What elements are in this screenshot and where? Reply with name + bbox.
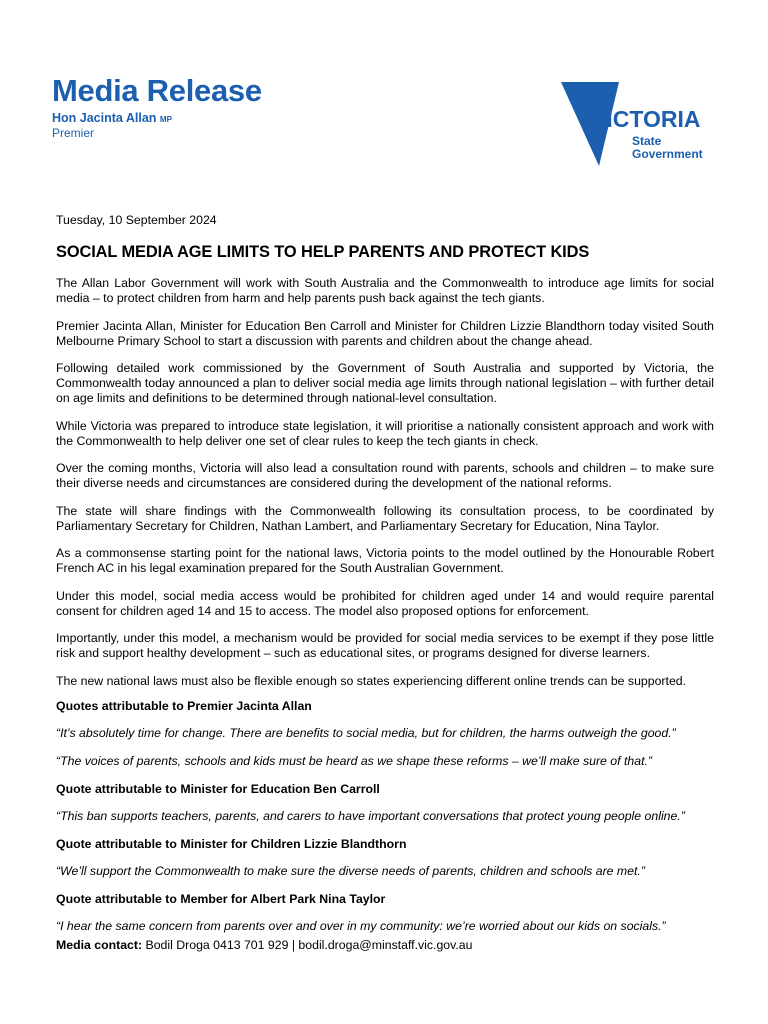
media-contact (56, 938, 714, 953)
quote-taylor: “I hear the same concern from parents over and over in my community: we’re worried about our kids on socials.” (56, 918, 666, 933)
minister-name (52, 111, 262, 127)
minister-name-text: Hon Jacinta Allan (52, 111, 157, 125)
paragraph: While Victoria was prepared to introduce state legislation, it will prioritise a nationally consistent approach and work with the Commonwealth to help deliver one set of clear rules to keep the tech giants in check. (56, 418, 714, 448)
release-body (56, 213, 714, 953)
paragraph: Importantly, under this model, a mechanism would be provided for social media services to be exempt if they pose little risk and support healthy development – such as educational sites, or programs designed for diverse learners. (56, 631, 714, 660)
media-release-title: Media Release (52, 73, 262, 108)
paragraph: Following detailed work commissioned by the Government of South Australia and supported by Victoria, the Commonwealth today announced a plan to deliver social media age limits through national legislation – with further detail on age limits and definitions to be determined through national-level consultation. (56, 361, 714, 405)
quote-heading-taylor: Quote attributable to Member for Albert Park Nina Taylor (56, 891, 386, 906)
quote-heading-allan: Quotes attributable to Premier Jacinta Allan (56, 698, 312, 713)
media-release-header (52, 74, 262, 140)
paragraph: The state will share findings with the Commonwealth following its consultation process, to be coordinated by Parliamentary Secretary for Children, Nathan Lambert, and Parliamentary Secretary for Education, Nina Taylor. (56, 503, 714, 533)
minister-name-suffix: MP (159, 115, 172, 124)
release-date: Tuesday, 10 September 2024 (56, 213, 217, 227)
logo-line2-text: Government (632, 147, 703, 161)
paragraph: The new national laws must also be flexible enough so states experiencing different online trends can be supported. (56, 673, 687, 688)
release-headline: SOCIAL MEDIA AGE LIMITS TO HELP PARENTS AND PROTECT KIDS (56, 243, 590, 261)
paragraph: Premier Jacinta Allan, Minister for Education Ben Carroll and Minister for Children Lizzie Blandthorn today visited South Melbourne Primary School to start a discussion with parents and children about the change ahead. (56, 318, 714, 348)
paragraph: The Allan Labor Government will work with South Australia and the Commonwealth to introduce age limits for social media – to protect children from harm and help parents push back against the tech giants. (56, 276, 714, 305)
paragraph: Under this model, social media access would be prohibited for children aged under 14 and would require parental consent for children aged 14 and 15 to access. The model also proposed options for enforcement. (56, 588, 714, 618)
minister-role: Premier (52, 126, 95, 140)
quote-carroll: “This ban supports teachers, parents, and carers to have important conversations that protect young people online.” (56, 808, 685, 823)
media-contact-value: Bodil Droga 0413 701 929 | bodil.droga@minstaff.vic.gov.au (145, 937, 473, 952)
quote-heading-carroll: Quote attributable to Minister for Education Ben Carroll (56, 781, 380, 796)
paragraph: Over the coming months, Victoria will also lead a consultation round with parents, schools and children – to make sure their diverse needs and circumstances are considered during the development of the national reforms. (56, 461, 714, 490)
quote-heading-blandthorn: Quote attributable to Minister for Children Lizzie Blandthorn (56, 836, 407, 851)
victoria-state-government-logo (561, 82, 721, 168)
paragraph: As a commonsense starting point for the national laws, Victoria points to the model outlined by the Honourable Robert French AC in his legal examination prepared for the South Australian Government. (56, 546, 714, 575)
logo-line1-text: State (632, 134, 662, 148)
media-contact-label: Media contact: (56, 937, 143, 952)
quote-allan-2: “The voices of parents, schools and kids must be heard as we shape these reforms – we’ll make sure of that.” (56, 753, 653, 768)
quote-blandthorn: “We’ll support the Commonwealth to make sure the diverse needs of parents, children and schools are met.” (56, 863, 645, 878)
quote-allan-1: “It’s absolutely time for change. There are benefits to social media, but for children, the harms outweigh the good.” (56, 725, 676, 740)
logo-brand-text: VICTORIA (591, 106, 701, 132)
